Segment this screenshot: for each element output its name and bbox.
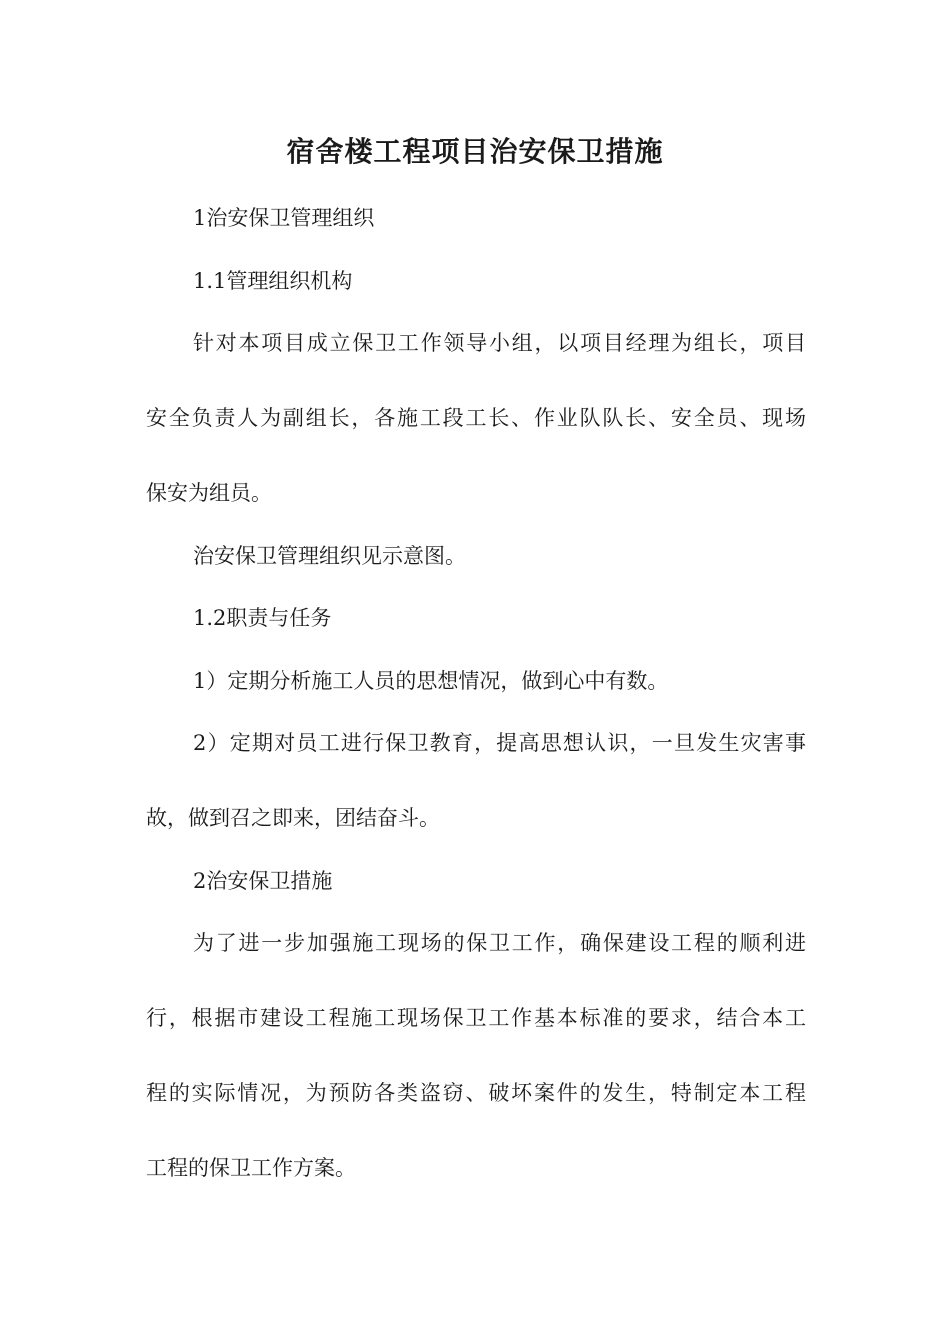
paragraph-line: 保安为组员。	[146, 481, 272, 505]
document-title: 宿舍楼工程项目治安保卫措施	[286, 135, 664, 168]
section-heading-2: 2治安保卫措施	[193, 869, 333, 893]
paragraph-line: 工程的保卫工作方案。	[146, 1156, 356, 1180]
paragraph-line: 程的实际情况，为预防各类盗窃、破坏案件的发生，特制定本工程	[146, 1081, 806, 1105]
subsection-heading-1-2: 1.2职责与任务	[193, 606, 332, 630]
section-heading-1: 1治安保卫管理组织	[193, 206, 375, 230]
paragraph-line: 针对本项目成立保卫工作领导小组，以项目经理为组长，项目	[193, 331, 806, 355]
subsection-heading-1-1: 1.1管理组织机构	[193, 269, 353, 293]
paragraph-line: 治安保卫管理组织见示意图。	[193, 544, 466, 568]
list-item: 2）定期对员工进行保卫教育，提高思想认识，一旦发生灾害事	[193, 731, 806, 755]
list-item: 1）定期分析施工人员的思想情况，做到心中有数。	[193, 669, 669, 693]
paragraph-line: 安全负责人为副组长，各施工段工长、作业队队长、安全员、现场	[146, 406, 806, 430]
paragraph-line: 为了进一步加强施工现场的保卫工作，确保建设工程的顺利进	[193, 931, 806, 955]
paragraph-line: 行，根据市建设工程施工现场保卫工作基本标准的要求，结合本工	[146, 1006, 806, 1030]
list-item-continuation: 故，做到召之即来，团结奋斗。	[146, 806, 440, 830]
